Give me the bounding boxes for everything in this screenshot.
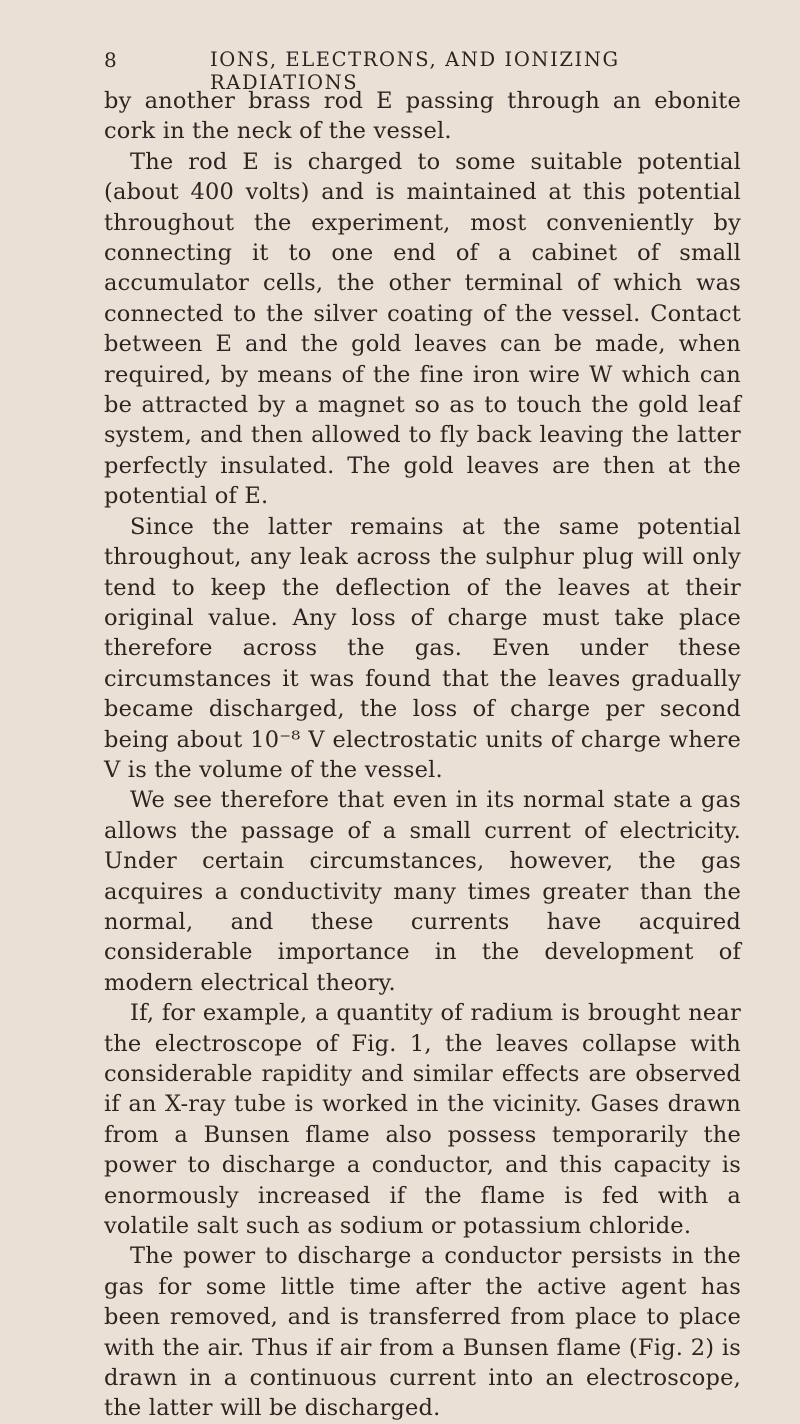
running-title: IONS, ELECTRONS, AND IONIZING RADIATIONS — [210, 48, 620, 94]
page-header — [104, 48, 744, 94]
paragraph: The power to discharge a conductor persists in the gas for some little time after the active agent has been removed, and is transferred from place to place with the air. Thus if air from a Bunsen flame (Fig. 2) is drawn in a continuous current into an electroscope, the latter will be discharged. — [104, 1243, 741, 1422]
paragraph: Since the latter remains at the same potential throughout, any leak across the sulphur plug will only tend to keep the deflection of the leaves at their original value. Any loss of charge must take place therefore across the gas. Even under these circumstances it was found that the leaves gradually became discharged, the loss of charge per second being about 10⁻⁸ V electrostatic units of charge where V is the volume of the vessel. — [104, 513, 741, 783]
paragraph: We see therefore that even in its normal state a gas allows the passage of a small current of electricity. Under certain circumstances, however, the gas acquires a conductivity many times greater than the normal, and these currents have acquired considerable importance in the development of modern electrical theory. — [104, 787, 741, 996]
page-number: 8 — [104, 48, 118, 72]
paragraph-continuation: by another brass rod E passing through an ebonite cork in the neck of the vessel. — [104, 88, 741, 145]
body-text — [104, 86, 741, 1424]
paragraph: The rod E is charged to some suitable potential (about 400 volts) and is maintained at this potential throughout the experiment, most conveniently by connecting it to one end of a cabinet of small accumulator cells, the other terminal of which was connected to the silver coating of the vessel. Contact between E and the gold leaves can be made, when required, by means of the fine iron wire W which can be attracted by a magnet so as to touch the gold leaf system, and then allowed to fly back leaving the latter perfectly insulated. The gold leaves are then at the potential of E. — [104, 148, 741, 510]
paragraph: If, for example, a quantity of radium is brought near the electroscope of Fig. 1, the leaves collapse with considerable rapidity and similar effects are observed if an X-ray tube is worked in the vicinity. Gases drawn from a Bunsen flame also possess temporarily the power to discharge a conductor, and this capacity is enormously increased if the flame is fed with a volatile salt such as sodium or potassium chloride. — [104, 1000, 741, 1240]
